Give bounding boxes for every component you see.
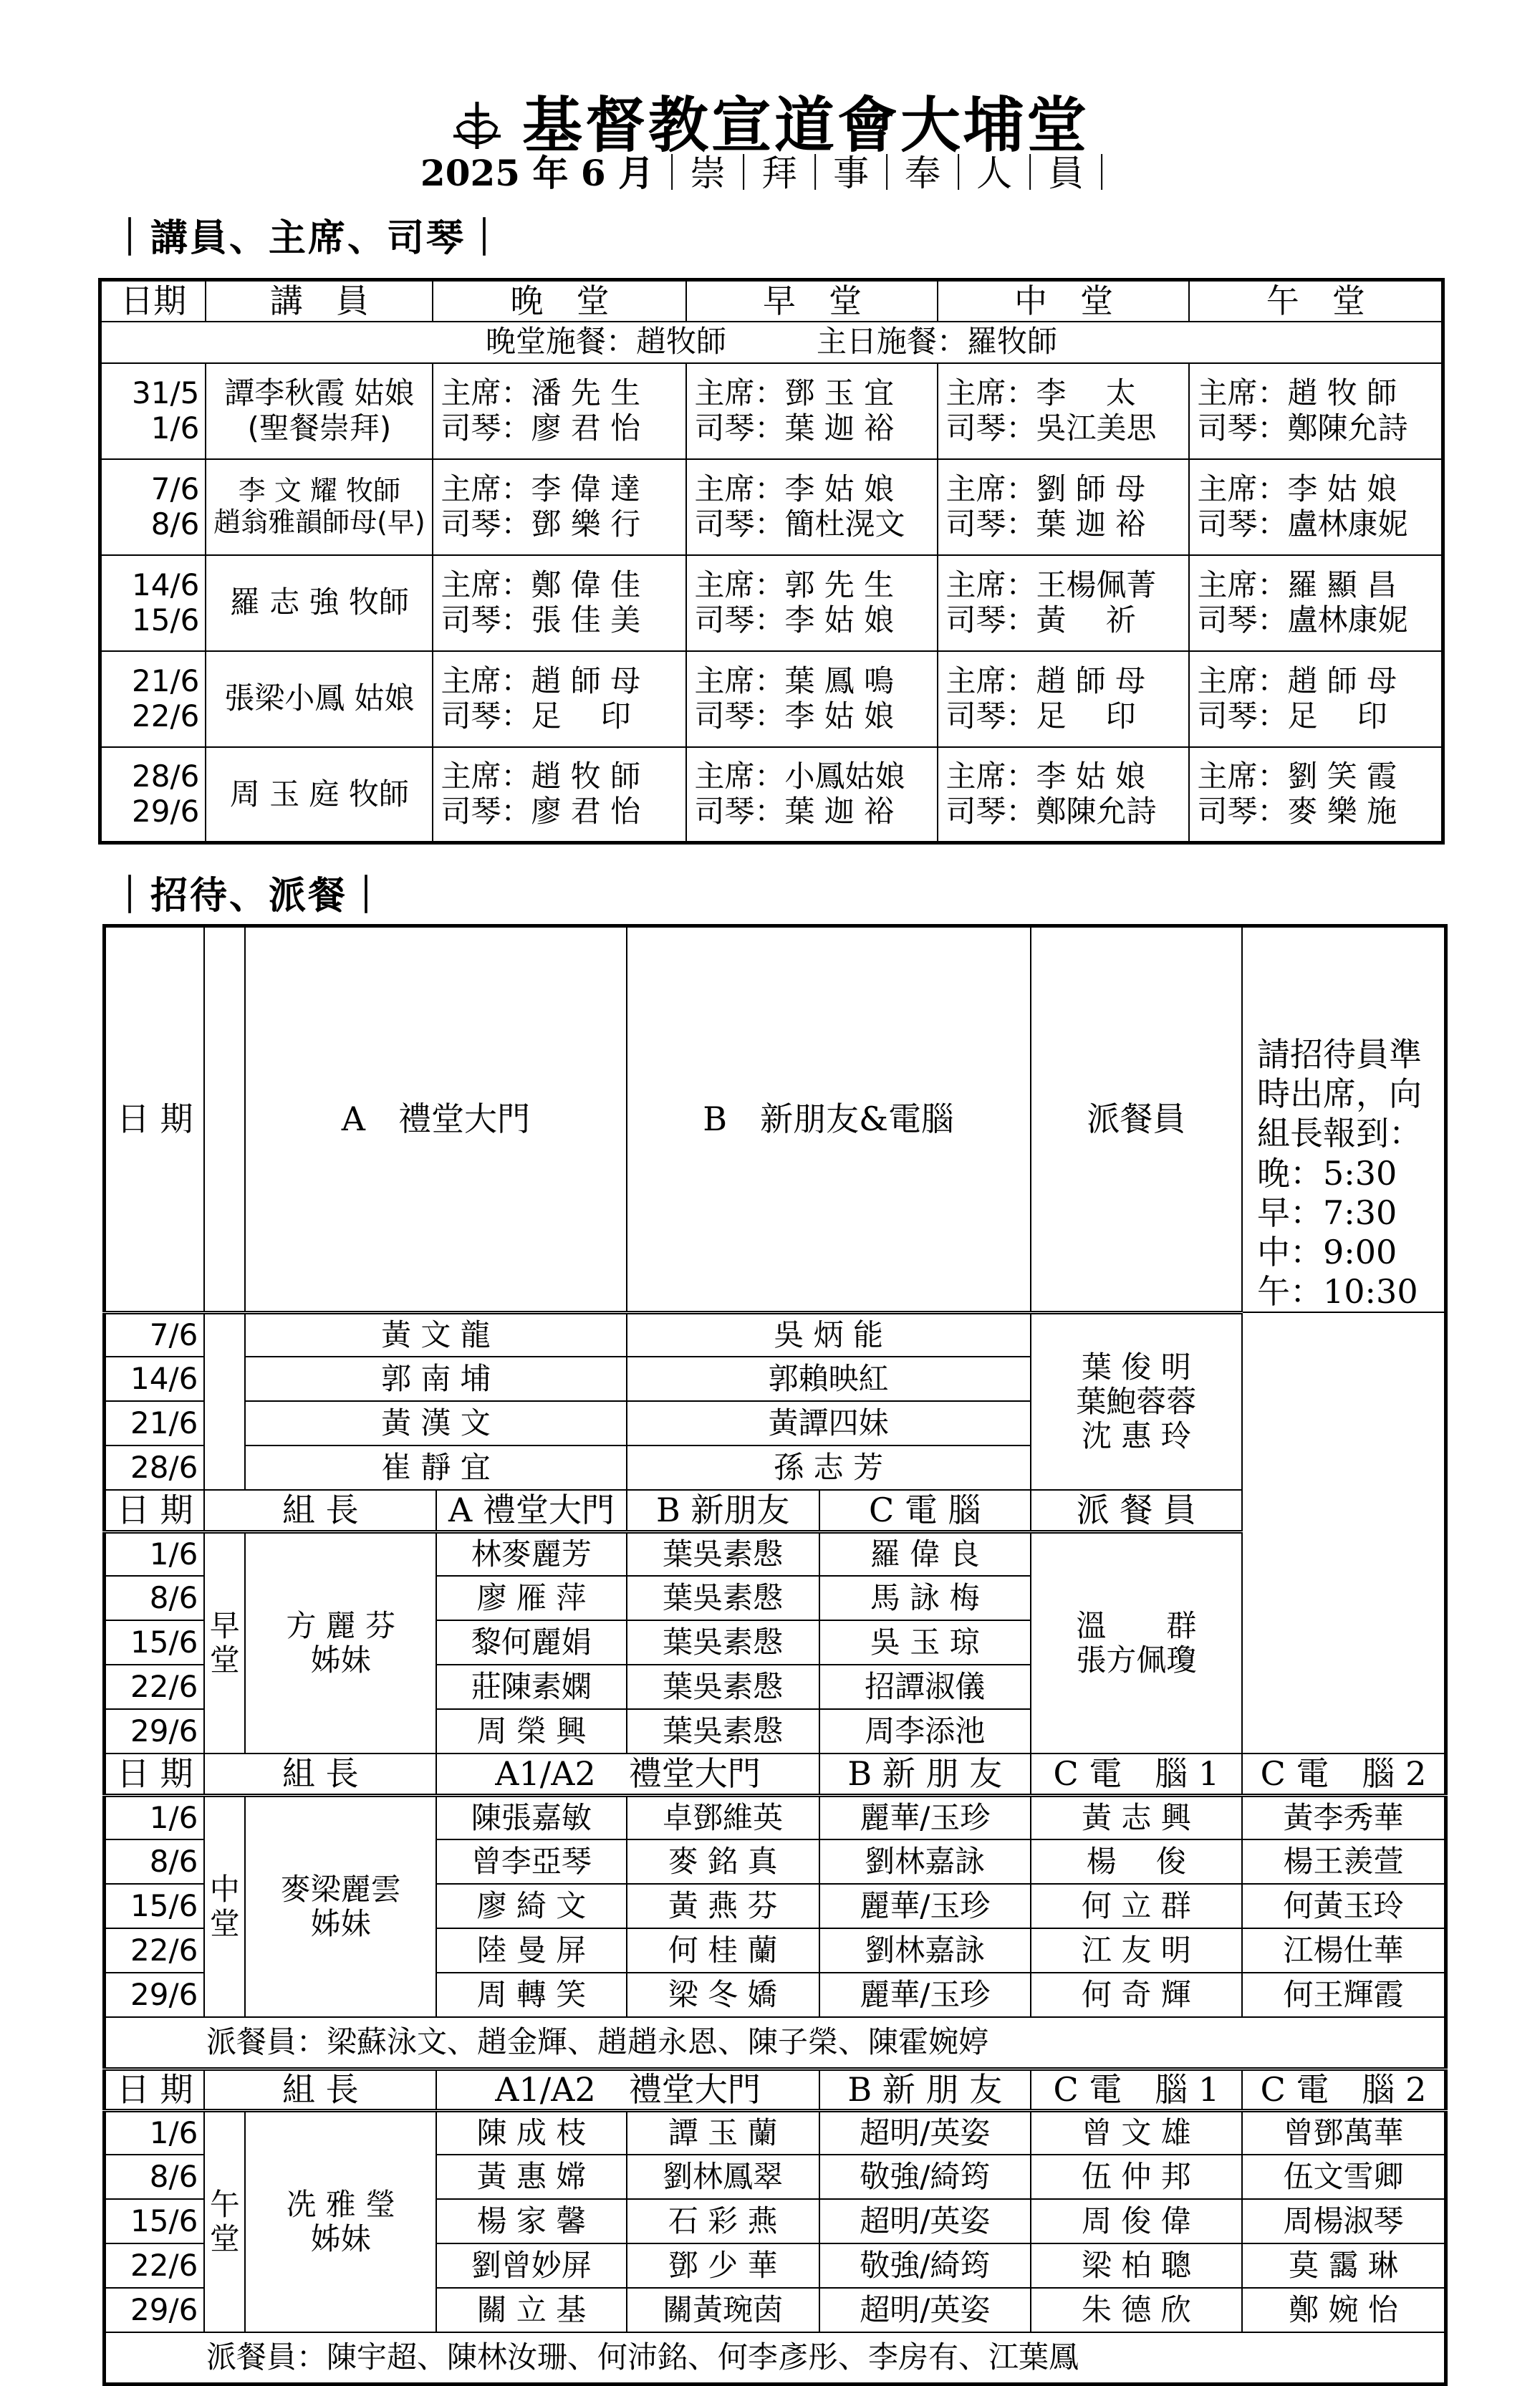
- usher-a2: 梁 冬 嬌: [627, 1973, 819, 2017]
- ev-h-b: B 新朋友&電腦: [627, 926, 1031, 1313]
- usher-a2: 劉林鳳翠: [627, 2155, 819, 2199]
- usher-b: 葉吳素慇: [627, 1620, 819, 1665]
- usher-b: 黃譚四妹: [627, 1401, 1031, 1445]
- usher-c: 招譚淑儀: [819, 1665, 1031, 1709]
- row-noon: 主席：劉 笑 霞 司琴：麥 樂 施: [1189, 747, 1443, 843]
- usher-c2: 何王輝霞: [1242, 1973, 1445, 2017]
- ea-h-leader: 組 長: [204, 1490, 436, 1531]
- usher-c1: 何 奇 輝: [1031, 1973, 1242, 2017]
- row-early: 主席：李 姑 娘 司琴：簡杜滉文: [686, 459, 938, 555]
- no-h-date: 日 期: [105, 2069, 205, 2110]
- usher-b: 敬強/綺筠: [819, 2243, 1031, 2288]
- usher-date: 15/6: [105, 2199, 205, 2243]
- ea-h-meal: 派 餐 員: [1031, 1490, 1242, 1531]
- row-early: 主席：鄧 玉 宜 司琴：葉 迦 裕: [686, 363, 938, 459]
- mid-meal-note: 派餐員：梁蘇泳文、趙金輝、趙趙永恩、陳子榮、陳霍婉婷: [105, 2017, 1446, 2069]
- evening-meal: 葉 俊 明 葉鮑蓉蓉 沈 惠 玲: [1031, 1312, 1242, 1490]
- usher-c: 馬 詠 梅: [819, 1576, 1031, 1620]
- usher-a1: 廖 綺 文: [436, 1884, 626, 1928]
- speakers-table: [98, 278, 1445, 845]
- usher-c1: 朱 德 欣: [1031, 2288, 1242, 2332]
- usher-b: 葉吳素慇: [627, 1531, 819, 1576]
- row-noon: 主席：羅 顯 昌 司琴：盧林康妮: [1189, 555, 1443, 651]
- col-mid: 中 堂: [938, 280, 1189, 322]
- row-evening: 主席：趙 師 母 司琴：足 印: [433, 651, 686, 747]
- row-speaker: 李 文 耀 牧師 趙翁雅韻師母(早): [206, 459, 433, 555]
- evening-usher-row: [105, 1445, 1446, 1490]
- usher-c: 吳 玉 琼: [819, 1620, 1031, 1665]
- usher-date: 22/6: [105, 2243, 205, 2288]
- row-mid: 主席：李 姑 娘 司琴：鄭陳允詩: [938, 747, 1189, 843]
- col-speaker: 講 員: [206, 280, 433, 322]
- usher-a: 廖 雁 萍: [436, 1576, 626, 1620]
- noon-service-label: 午 堂: [204, 2110, 245, 2332]
- usher-date: 15/6: [105, 1620, 205, 1665]
- ev-h-meal: 派餐員: [1031, 926, 1242, 1313]
- usher-b: 葉吳素慇: [627, 1665, 819, 1709]
- church-name: 基督教宣道會大埔堂: [521, 90, 1089, 160]
- usher-a: 莊陳素嫻: [436, 1665, 626, 1709]
- usher-date: 21/6: [105, 1401, 205, 1445]
- col-noon: 午 堂: [1189, 280, 1443, 322]
- usher-a: 黃 漢 文: [245, 1401, 626, 1445]
- meal-note: 晚堂施餐：趙牧師 主日施餐：羅牧師: [100, 322, 1443, 363]
- usher-a1: 楊 家 馨: [436, 2199, 626, 2243]
- speaker-row: [100, 747, 1443, 843]
- evening-usher-row: [105, 1401, 1446, 1445]
- ea-h-date: 日 期: [105, 1490, 205, 1531]
- ea-h-c: C 電 腦: [819, 1490, 1031, 1531]
- subtitle-text: ｜崇｜拜｜事｜奉｜人｜員｜: [654, 153, 1120, 194]
- ushers-table: [102, 924, 1448, 2386]
- usher-b: 超明/英姿: [819, 2199, 1031, 2243]
- row-mid: 主席：李 太 司琴：吳江美思: [938, 363, 1189, 459]
- no-h-a: A1/A2 禮堂大門: [436, 2069, 819, 2110]
- usher-b: 孫 志 芳: [627, 1445, 1031, 1490]
- row-mid: 主席：趙 師 母 司琴：足 印: [938, 651, 1189, 747]
- row-speaker: 羅 志 強 牧師: [206, 555, 433, 651]
- usher-c2: 何黃玉玲: [1242, 1884, 1445, 1928]
- usher-b: 超明/英姿: [819, 2288, 1031, 2332]
- row-noon: 主席：趙 師 母 司琴：足 印: [1189, 651, 1443, 747]
- usher-a2: 何 桂 蘭: [627, 1928, 819, 1973]
- usher-c2: 周楊淑琴: [1242, 2199, 1445, 2243]
- usher-c1: 伍 仲 邦: [1031, 2155, 1242, 2199]
- year-month: 2025 年 6 月: [420, 152, 655, 194]
- usher-date: 8/6: [105, 1576, 205, 1620]
- usher-a2: 譚 玉 蘭: [627, 2110, 819, 2155]
- mid-service-label: 中 堂: [204, 1795, 245, 2017]
- ea-h-b: B 新朋友: [627, 1490, 819, 1531]
- page-subtitle: [0, 145, 1540, 196]
- usher-a2: 鄧 少 華: [627, 2243, 819, 2288]
- usher-b: 郭賴映紅: [627, 1357, 1031, 1401]
- usher-date: 29/6: [105, 1973, 205, 2017]
- mi-h-leader: 組 長: [204, 1754, 436, 1795]
- usher-a1: 陳 成 枝: [436, 2110, 626, 2155]
- row-dates: 7/6 8/6: [100, 459, 206, 555]
- mi-h-a: A1/A2 禮堂大門: [436, 1754, 819, 1795]
- noon-usher-row: [105, 2110, 1446, 2155]
- usher-a2: 關黃琬茵: [627, 2288, 819, 2332]
- usher-c1: 何 立 群: [1031, 1884, 1242, 1928]
- row-evening: 主席：潘 先 生 司琴：廖 君 怡: [433, 363, 686, 459]
- usher-date: 15/6: [105, 1884, 205, 1928]
- mi-h-date: 日 期: [105, 1754, 205, 1795]
- usher-a1: 曾李亞琴: [436, 1839, 626, 1884]
- usher-c: 周李添池: [819, 1709, 1031, 1754]
- usher-date: 22/6: [105, 1665, 205, 1709]
- usher-c1: 江 友 明: [1031, 1928, 1242, 1973]
- usher-a2: 石 彩 燕: [627, 2199, 819, 2243]
- row-noon: 主席：趙 牧 師 司琴：鄭陳允詩: [1189, 363, 1443, 459]
- usher-b: 劉林嘉詠: [819, 1839, 1031, 1884]
- usher-date: 1/6: [105, 1795, 205, 1839]
- usher-b: 超明/英姿: [819, 2110, 1031, 2155]
- evening-usher-row: [105, 1312, 1446, 1357]
- row-noon: 主席：李 姑 娘 司琴：盧林康妮: [1189, 459, 1443, 555]
- usher-b: 葉吳素慇: [627, 1576, 819, 1620]
- usher-b: 葉吳素慇: [627, 1709, 819, 1754]
- usher-a1: 劉曾妙屏: [436, 2243, 626, 2288]
- col-evening: 晚 堂: [433, 280, 686, 322]
- speaker-row: [100, 363, 1443, 459]
- row-dates: 14/6 15/6: [100, 555, 206, 651]
- noon-leader: 冼 雅 瑩 姊妹: [245, 2110, 436, 2332]
- row-mid: 主席：劉 師 母 司琴：葉 迦 裕: [938, 459, 1189, 555]
- speaker-row: [100, 651, 1443, 747]
- usher-date: 29/6: [105, 2288, 205, 2332]
- usher-a: 周 榮 興: [436, 1709, 626, 1754]
- usher-date: 8/6: [105, 1839, 205, 1884]
- usher-c2: 楊王羨萱: [1242, 1839, 1445, 1884]
- usher-c: 羅 偉 良: [819, 1531, 1031, 1576]
- no-h-c1: C 電 腦 1: [1031, 2069, 1242, 2110]
- usher-c1: 曾 文 雄: [1031, 2110, 1242, 2155]
- usher-b: 劉林嘉詠: [819, 1928, 1031, 1973]
- usher-a: 郭 南 埔: [245, 1357, 626, 1401]
- usher-c1: 黃 志 興: [1031, 1795, 1242, 1839]
- usher-c2: 曾鄧萬華: [1242, 2110, 1445, 2155]
- row-dates: 28/6 29/6: [100, 747, 206, 843]
- early-service-label: 早 堂: [204, 1531, 245, 1754]
- row-early: 主席：葉 鳳 鳴 司琴：李 姑 娘: [686, 651, 938, 747]
- usher-date: 14/6: [105, 1357, 205, 1401]
- mi-h-c2: C 電 腦 2: [1242, 1754, 1445, 1795]
- usher-a1: 陳張嘉敏: [436, 1795, 626, 1839]
- ev-h-a: A 禮堂大門: [245, 926, 626, 1313]
- row-dates: 31/5 1/6: [100, 363, 206, 459]
- mi-h-c1: C 電 腦 1: [1031, 1754, 1242, 1795]
- speakers-header-row: [100, 280, 1443, 322]
- row-speaker: 譚李秋霞 姑娘 (聖餐崇拜): [206, 363, 433, 459]
- no-h-leader: 組 長: [204, 2069, 436, 2110]
- col-date: 日期: [100, 280, 206, 322]
- usher-a2: 黃 燕 芬: [627, 1884, 819, 1928]
- row-evening: 主席：趙 牧 師 司琴：廖 君 怡: [433, 747, 686, 843]
- usher-a: 林麥麗芳: [436, 1531, 626, 1576]
- row-evening: 主席：李 偉 達 司琴：鄧 樂 行: [433, 459, 686, 555]
- early-usher-row: [105, 1531, 1446, 1576]
- evening-blank-cell: [204, 1312, 245, 1490]
- early-leader: 方 麗 芬 姊妹: [245, 1531, 436, 1754]
- usher-b: 吳 炳 能: [627, 1312, 1031, 1357]
- usher-b: 麗華/玉珍: [819, 1795, 1031, 1839]
- row-early: 主席：郭 先 生 司琴：李 姑 娘: [686, 555, 938, 651]
- usher-date: 1/6: [105, 2110, 205, 2155]
- section-ushers: ｜招待、派餐｜: [111, 874, 388, 918]
- usher-a1: 關 立 基: [436, 2288, 626, 2332]
- row-mid: 主席：王楊佩菁 司琴：黃 祈: [938, 555, 1189, 651]
- usher-c2: 伍文雪卿: [1242, 2155, 1445, 2199]
- col-early: 早 堂: [686, 280, 938, 322]
- usher-a1: 黃 惠 嫦: [436, 2155, 626, 2199]
- usher-c1: 周 俊 偉: [1031, 2199, 1242, 2243]
- ev-h-date: 日 期: [105, 926, 205, 1313]
- speaker-row: [100, 555, 1443, 651]
- noon-meal-note: 派餐員：陳宇超、陳林汝珊、何沛銘、何李彥彤、李房有、江葉鳳: [105, 2332, 1446, 2384]
- usher-c2: 鄭 婉 怡: [1242, 2288, 1445, 2332]
- usher-a: 黎何麗娟: [436, 1620, 626, 1665]
- usher-a1: 周 轉 笑: [436, 1973, 626, 2017]
- usher-a: 崔 靜 宜: [245, 1445, 626, 1490]
- usher-c1: 楊 俊: [1031, 1839, 1242, 1884]
- row-evening: 主席：鄭 偉 佳 司琴：張 佳 美: [433, 555, 686, 651]
- usher-c2: 黃李秀華: [1242, 1795, 1445, 1839]
- usher-date: 1/6: [105, 1531, 205, 1576]
- usher-b: 敬強/綺筠: [819, 2155, 1031, 2199]
- mid-usher-row: [105, 1795, 1446, 1839]
- no-h-b: B 新 朋 友: [819, 2069, 1031, 2110]
- usher-date: 29/6: [105, 1709, 205, 1754]
- mid-leader: 麥梁麗雲 姊妹: [245, 1795, 436, 2017]
- usher-date: 8/6: [105, 2155, 205, 2199]
- usher-a1: 陸 曼 屏: [436, 1928, 626, 1973]
- evening-usher-row: [105, 1357, 1446, 1401]
- row-early: 主席：小鳳姑娘 司琴：葉 迦 裕: [686, 747, 938, 843]
- usher-b: 麗華/玉珍: [819, 1884, 1031, 1928]
- row-speaker: 周 玉 庭 牧師: [206, 747, 433, 843]
- ea-h-a: A 禮堂大門: [436, 1490, 626, 1531]
- usher-c1: 梁 柏 聰: [1031, 2243, 1242, 2288]
- early-meal: 溫 群 張方佩瓊: [1031, 1531, 1242, 1754]
- usher-date: 7/6: [105, 1312, 205, 1357]
- ev-h-blank: [204, 926, 245, 1313]
- row-speaker: 張梁小鳳 姑娘: [206, 651, 433, 747]
- usher-date: 28/6: [105, 1445, 205, 1490]
- no-h-c2: C 電 腦 2: [1242, 2069, 1445, 2110]
- usher-c2: 莫 靄 琳: [1242, 2243, 1445, 2288]
- section-speakers: ｜講員、主席、司琴｜: [111, 216, 506, 260]
- reminder-note: 請招待員準時出席，向組長報到： 晚：5:30 早：7:30 中：9:00 午：10:30: [1242, 926, 1445, 1313]
- usher-a2: 麥 銘 真: [627, 1839, 819, 1884]
- usher-c2: 江楊仕華: [1242, 1928, 1445, 1973]
- mi-h-b: B 新 朋 友: [819, 1754, 1031, 1795]
- usher-b: 麗華/玉珍: [819, 1973, 1031, 2017]
- usher-a: 黃 文 龍: [245, 1312, 626, 1357]
- speaker-row: [100, 459, 1443, 555]
- row-dates: 21/6 22/6: [100, 651, 206, 747]
- usher-a2: 卓鄧維英: [627, 1795, 819, 1839]
- usher-date: 22/6: [105, 1928, 205, 1973]
